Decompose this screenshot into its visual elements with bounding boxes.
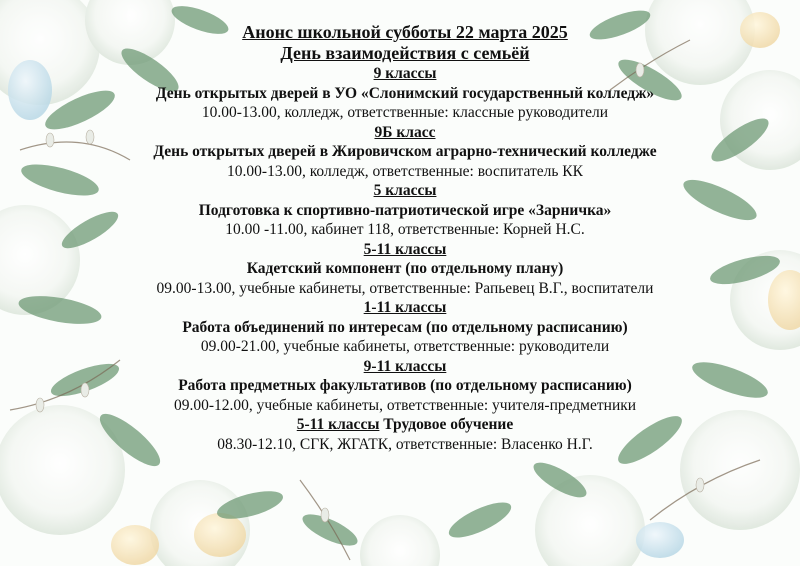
section-details: 09.00-12.00, учебные кабинеты, ответственные: учителя-предметники [173, 396, 637, 414]
section-event: Работа объединений по интересам (по отдельному расписанию) [182, 318, 628, 336]
section-list [100, 64, 710, 454]
section-event: День открытых дверей в УО «Слонимский государственный колледж» [155, 84, 655, 102]
section-details: 09.00-13.00, учебные кабинеты, ответственные: Рапьевец В.Г., воспитатели [156, 279, 654, 297]
section-event: День открытых дверей в Жировичском аграрно-технический колледже [153, 143, 657, 160]
schedule-section [100, 64, 710, 123]
section-event: Подготовка к спортивно-патриотической игре «Зарничка» [198, 201, 612, 219]
section-group: 5-11 классы [296, 416, 380, 433]
announcement-subtitle: День взаимодействия с семьёй [280, 43, 530, 63]
section-event: Трудовое обучение [379, 416, 514, 433]
section-details: 10.00-13.00, колледж, ответственные: классные руководители [201, 104, 609, 121]
section-event: Кадетский компонент (по отдельному плану) [246, 260, 564, 277]
schedule-section [100, 298, 710, 357]
section-group: 5-11 классы [363, 240, 447, 258]
schedule-section [100, 181, 710, 240]
section-group: 5 классы [373, 182, 437, 199]
section-details: 10.00-13.00, колледж, ответственные: воспитатель КК [227, 162, 583, 180]
schedule-section [100, 415, 710, 454]
section-group: 9-11 классы [363, 357, 447, 375]
section-details: 10.00 -11.00, кабинет 118, ответственные: Корней Н.С. [225, 221, 585, 238]
section-heading-inline [100, 415, 710, 435]
section-group: 9Б класс [374, 123, 436, 141]
section-details: 08.30-12.10, СГК, ЖГАТК, ответственные: Власенко Н.Г. [217, 435, 593, 453]
schedule-section [100, 123, 710, 182]
announcement [100, 22, 710, 454]
schedule-section [100, 357, 710, 416]
section-group: 1-11 классы [363, 299, 447, 316]
schedule-section [100, 240, 710, 299]
section-group: 9 классы [373, 65, 437, 82]
section-event: Работа предметных факультативов (по отдельному расписанию) [178, 377, 632, 394]
section-details: 09.00-21.00, учебные кабинеты, ответственные: руководители [200, 338, 610, 355]
announcement-title: Анонс школьной субботы 22 марта 2025 [242, 22, 568, 42]
